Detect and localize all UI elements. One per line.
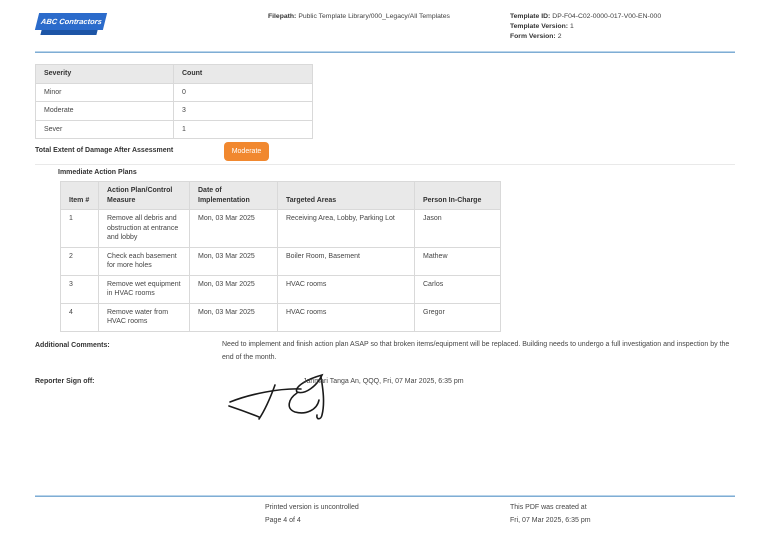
table-cell: Carlos (415, 275, 501, 303)
reporter-signoff-value: Janmari Tanga An, QQQ, Fri, 07 Mar 2025, 6:35 pm (303, 378, 464, 385)
table-cell: Jason (415, 210, 501, 248)
column-header: Count (174, 65, 313, 84)
severity-badge: Moderate (224, 142, 269, 161)
template-info (510, 12, 661, 42)
template-version (510, 22, 661, 32)
table-cell: Mon, 03 Mar 2025 (190, 247, 278, 275)
table-cell: Receiving Area, Lobby, Parking Lot (278, 210, 415, 248)
table-cell: Mon, 03 Mar 2025 (190, 275, 278, 303)
action-plans-title: Immediate Action Plans (58, 169, 137, 176)
severity-table-header (36, 65, 313, 84)
action-plans-table-header (61, 182, 501, 210)
footer-uncontrolled-note: Printed version is uncontrolled (265, 504, 359, 511)
column-header: Targeted Areas (278, 182, 415, 210)
table-row (61, 210, 501, 248)
reporter-signoff-label: Reporter Sign off: (35, 378, 95, 385)
template-id-value: DP-F04-C02-0000-017-V00-EN-000 (552, 13, 662, 20)
table-cell: Gregor (415, 303, 501, 331)
table-cell: Remove all debris and obstruction at entrance and lobby (99, 210, 190, 248)
table-header-row (36, 65, 313, 84)
column-header: Severity (36, 65, 174, 84)
table-cell: Check each basement for more holes (99, 247, 190, 275)
action-plans-table-body (61, 210, 501, 332)
footer-right (510, 502, 591, 527)
table-cell: 1 (61, 210, 99, 248)
table-cell: Minor (36, 83, 174, 102)
table-row (36, 102, 313, 121)
logo-tagline-strip (40, 30, 97, 35)
section-divider (35, 164, 735, 165)
table-cell: Remove wet equipment in HVAC rooms (99, 275, 190, 303)
form-version (510, 32, 661, 42)
table-cell: HVAC rooms (278, 275, 415, 303)
table-cell: Sever (36, 120, 174, 139)
severity-count-table (35, 64, 313, 139)
column-header: Date of Implementation (190, 182, 278, 210)
table-cell: Moderate (36, 102, 174, 121)
table-row (61, 303, 501, 331)
header-divider (35, 51, 735, 53)
table-cell: Remove water from HVAC rooms (99, 303, 190, 331)
action-plans-table (60, 181, 501, 332)
footer-created-timestamp: Fri, 07 Mar 2025, 6:35 pm (510, 516, 591, 524)
table-cell: 3 (61, 275, 99, 303)
table-row (36, 83, 313, 102)
severity-table-body (36, 83, 313, 139)
filepath-label: Filepath: (268, 13, 297, 20)
table-row (61, 247, 501, 275)
additional-comments-label: Additional Comments: (35, 342, 110, 349)
footer-divider (35, 495, 735, 497)
form-version-value: 2 (557, 33, 562, 40)
table-cell: 2 (61, 247, 99, 275)
table-cell: HVAC rooms (278, 303, 415, 331)
additional-comments-text: Need to implement and finish action plan ASAP so that broken items/equipment will be replaced. Building needs to undergo a full investigation and inspection by the end of the month. (222, 341, 730, 361)
template-id (510, 12, 661, 22)
table-cell: Mathew (415, 247, 501, 275)
table-cell: 1 (174, 120, 313, 139)
table-header-row (61, 182, 501, 210)
table-cell: 3 (174, 102, 313, 121)
damage-assessment-label: Total Extent of Damage After Assessment (35, 147, 174, 154)
table-cell: 4 (61, 303, 99, 331)
company-logo (35, 13, 109, 41)
filepath (268, 12, 450, 22)
template-version-value: 1 (570, 23, 574, 30)
column-header: Action Plan/Control Measure (99, 182, 190, 210)
footer-page-number: Page 4 of 4 (265, 516, 301, 524)
logo-banner (35, 13, 107, 30)
column-header: Item # (61, 182, 99, 210)
form-version-label: Form Version: (510, 33, 556, 40)
table-cell: Boiler Room, Basement (278, 247, 415, 275)
footer-created-label: This PDF was created at (510, 504, 587, 511)
template-id-label: Template ID: (510, 13, 551, 20)
template-version-label: Template Version: (510, 23, 569, 30)
footer-left (265, 502, 359, 527)
table-cell: Mon, 03 Mar 2025 (190, 210, 278, 248)
table-cell: 0 (174, 83, 313, 102)
table-row (36, 120, 313, 139)
filepath-value: Public Template Library/000_Legacy/All Templates (298, 13, 450, 20)
table-row (61, 275, 501, 303)
column-header: Person In-Charge (415, 182, 501, 210)
logo-title: ABC Contractors (40, 16, 103, 26)
table-cell: Mon, 03 Mar 2025 (190, 303, 278, 331)
